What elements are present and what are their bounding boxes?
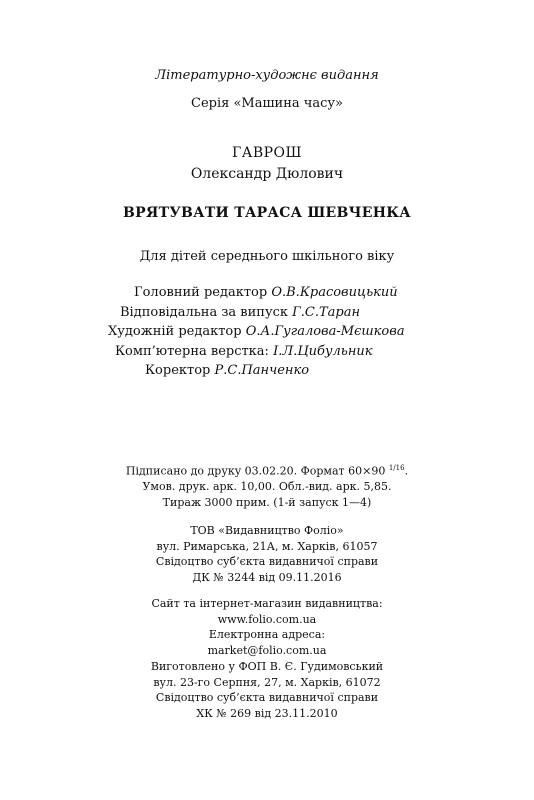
author-pseudonym: ГАВРОШ — [231, 145, 303, 161]
publisher-line: Свідоцтво суб’єкта видавничої справи — [155, 555, 379, 568]
manufacturer-line: Свідоцтво суб’єкта видавничої справи — [155, 691, 379, 704]
credit-name: І.Л.Цибульник — [273, 343, 373, 359]
credit-name: Р.С.Панченко — [214, 363, 310, 378]
publisher-line: ТОВ «Видавництво Фоліо» — [190, 524, 344, 537]
credit-responsible — [0, 303, 534, 323]
publisher-line: вул. Римарська, 21А, м. Харків, 61057 — [156, 539, 378, 553]
manufacturer-line: вул. 23-го Серпня, 27, м. Харків, 61072 — [153, 675, 381, 689]
credit-role: Відповідальна за випуск — [120, 304, 288, 320]
credit-role: Художній редактор — [108, 324, 242, 339]
manufacturer-line: Виготовлено у ФОП В. Є. Гудимовський — [150, 660, 384, 673]
credit-chief-editor — [0, 283, 534, 303]
author-name: Олександр Дюлович — [190, 166, 344, 182]
credit-name: О.А.Гугалова-Мєшкова — [245, 324, 405, 339]
website-link[interactable]: www.folio.com.ua — [217, 612, 317, 626]
age-group: Для дітей середнього шкільного віку — [139, 249, 395, 264]
credit-art-editor — [0, 322, 534, 342]
manufacturer-line: ХК № 269 від 23.11.2010 — [196, 706, 338, 720]
credit-role: Комп’ютерна верстка: — [115, 343, 269, 359]
book-title: ВРЯТУВАТИ ТАРАСА ШЕВЧЕНКА — [123, 205, 411, 221]
print-run-line: Тираж 3000 прим. (1-й запуск 1—4) — [162, 495, 372, 509]
web-line: Сайт та інтернет-магазин видавництва: — [151, 597, 383, 610]
genre-line: Літературно-художнє видання — [155, 68, 379, 83]
credits-block — [0, 283, 534, 381]
format-fraction: 1/16 — [388, 464, 405, 472]
web-block — [0, 596, 534, 658]
print-info-block — [0, 461, 534, 510]
print-format-text: Підписано до друку 03.02.20. Формат 60×90 — [125, 464, 389, 478]
credit-role: Коректор — [145, 363, 211, 378]
web-line: Електронна адреса: — [208, 628, 326, 641]
email-link[interactable]: market@folio.com.ua — [207, 643, 327, 657]
publisher-line: ДК № 3244 від 09.11.2016 — [192, 570, 342, 584]
series-line: Серія «Машина часу» — [191, 96, 343, 111]
manufacturer-block — [0, 659, 534, 721]
credit-name: О.В.Красовицький — [271, 285, 398, 300]
print-format-line — [0, 461, 534, 479]
print-sheets-line: Умов. друк. арк. 10,00. Обл.-вид. арк. 5,85. — [142, 480, 392, 494]
credit-proofreader — [0, 361, 534, 381]
credit-layout — [0, 342, 534, 362]
print-format-end: . — [404, 464, 409, 478]
publisher-block — [0, 523, 534, 585]
credit-role: Головний редактор — [134, 285, 268, 300]
credit-name: Г.С.Таран — [292, 304, 361, 320]
